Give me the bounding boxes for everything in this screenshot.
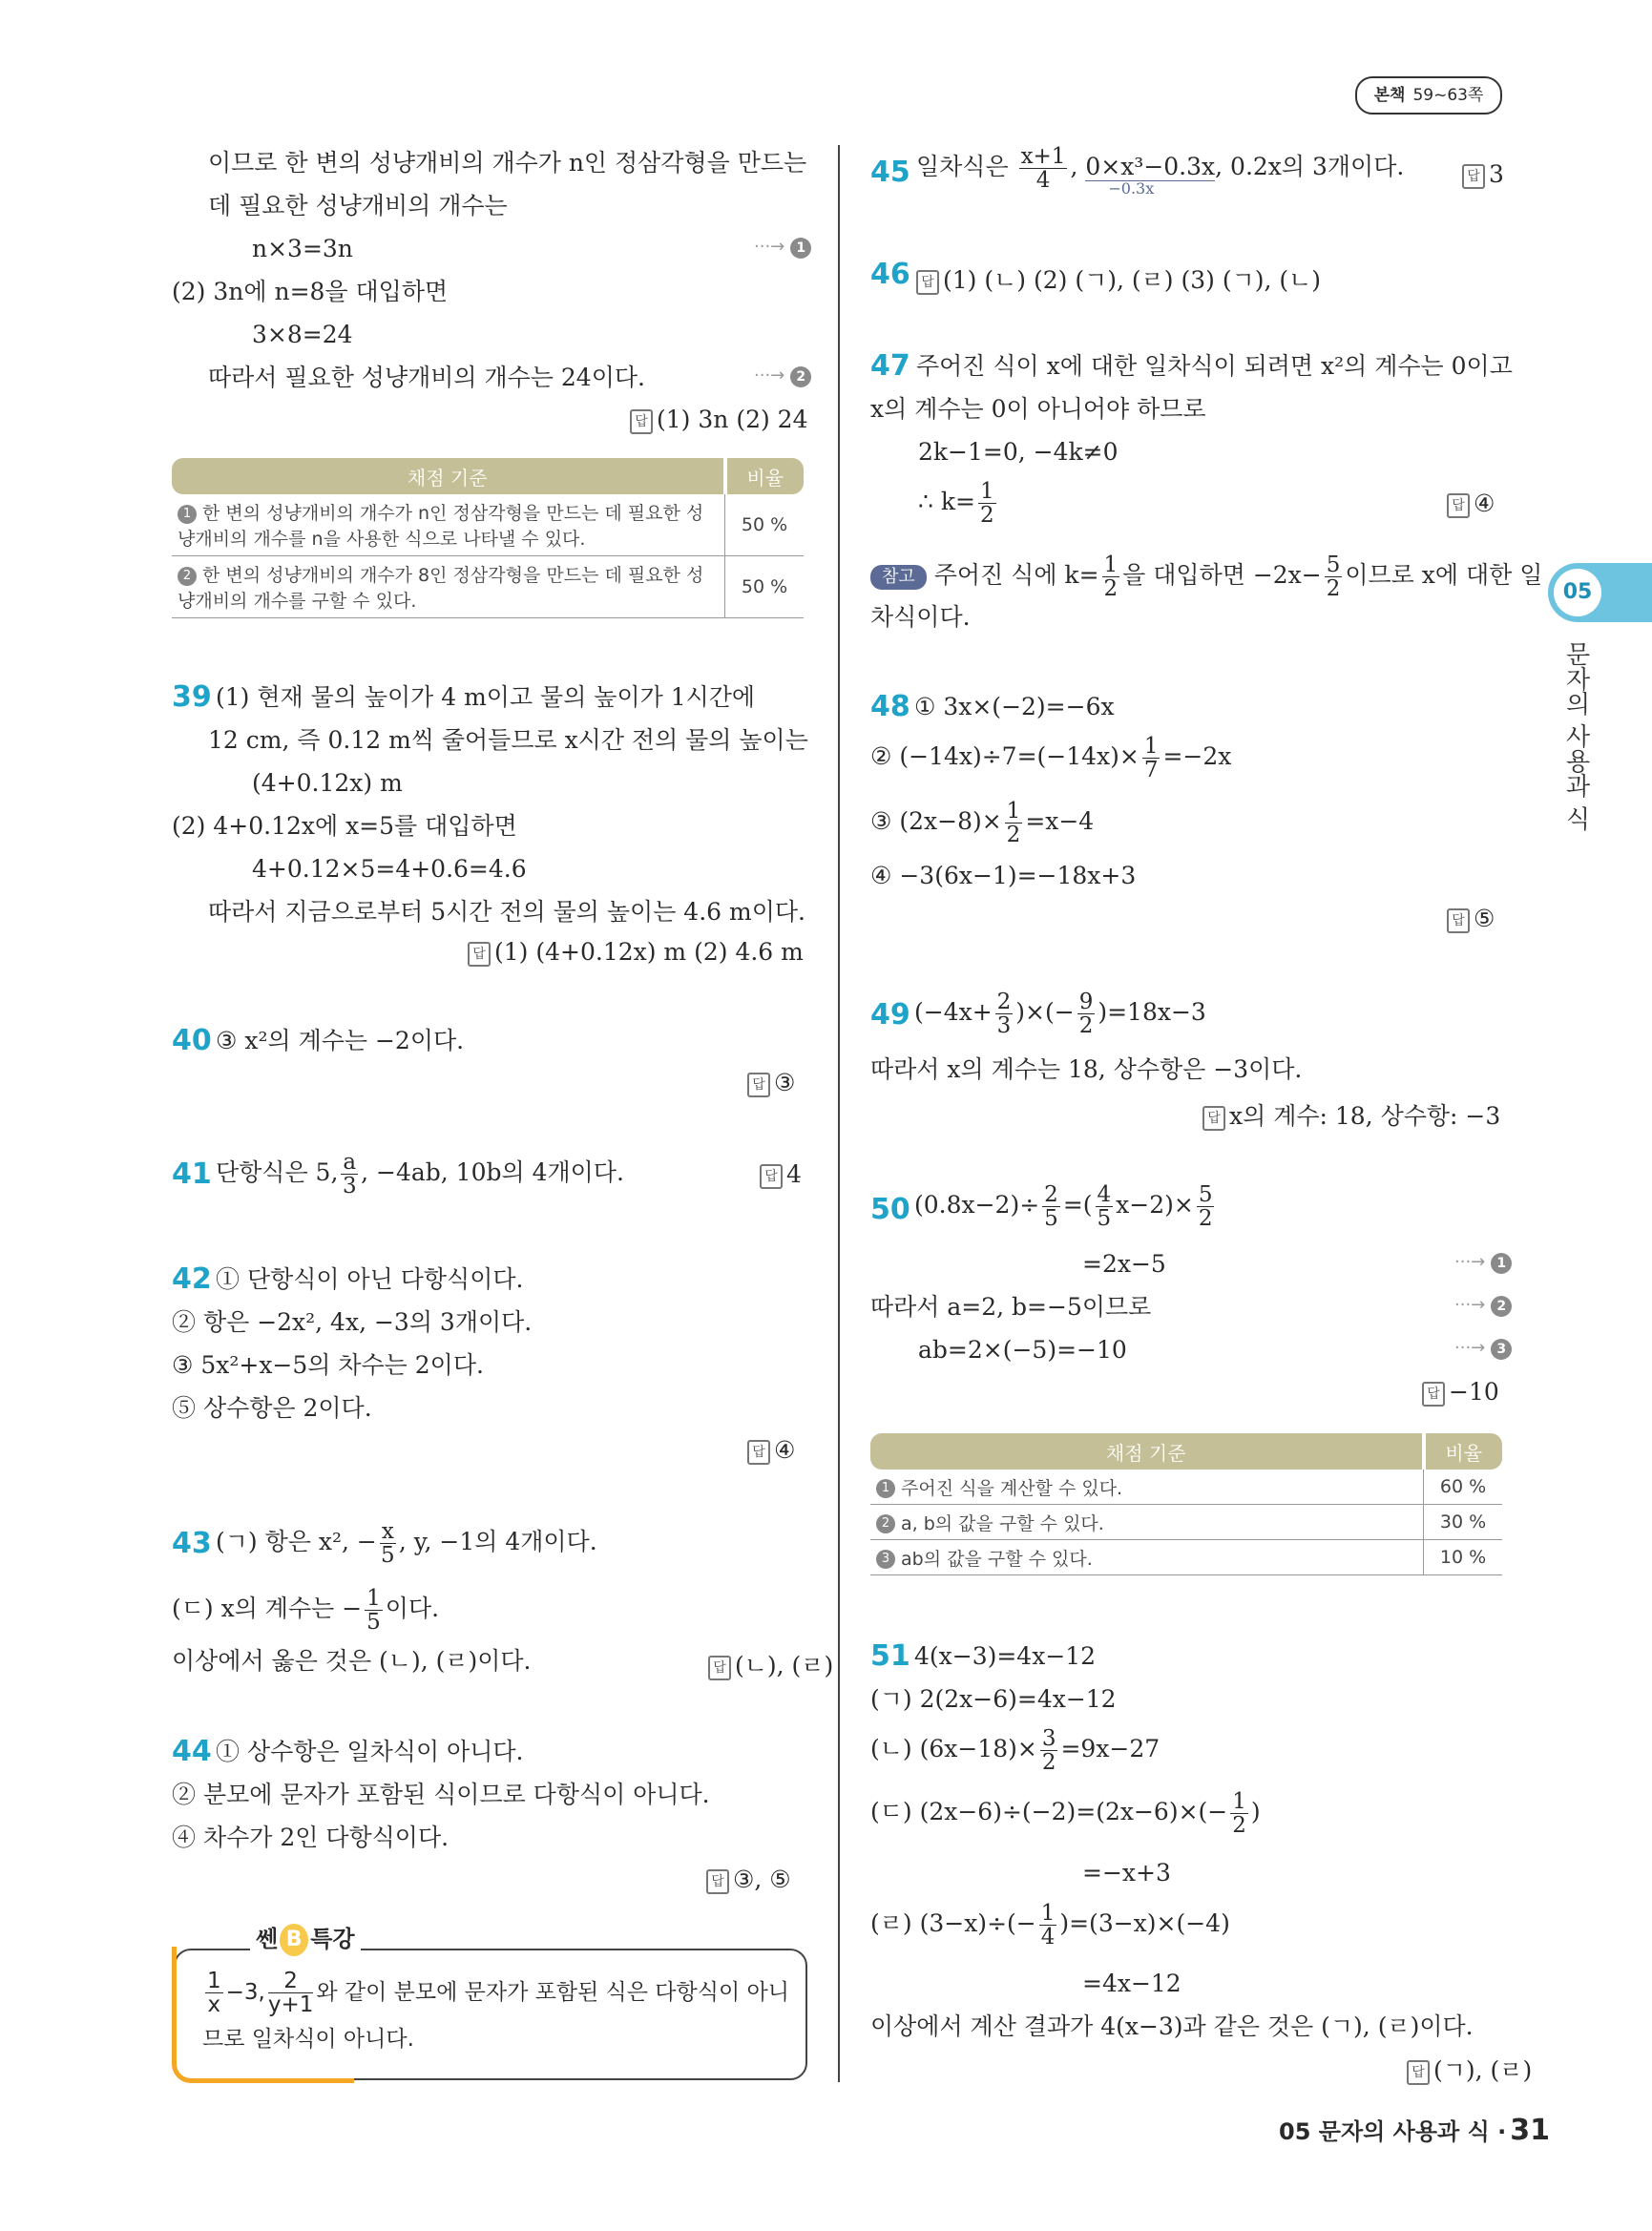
p47-reference-line2: 차식이다. <box>870 603 971 631</box>
problem-number-43: 43 <box>172 1527 212 1560</box>
p43-line1: (ㄱ) 항은 x², − $\frac{x}{5}$ , y, −1의 4개이다. <box>216 1519 597 1569</box>
b-badge-icon: B <box>280 1924 308 1956</box>
p47-reference-line1: 참고 주어진 식에 k= $\frac{1}{2}$ 을 대입하면 −2x− $\frac{5}{2}$ 이므로 x에 대한 일 <box>870 553 1542 600</box>
answer-mark-icon: 답 <box>1447 493 1470 518</box>
p50-scoring-table <box>870 1433 1502 1575</box>
p48-line4: ④ −3(6x−1)=−18x+3 <box>870 862 1137 889</box>
page-range-badge: 본책 59~63쪽 <box>1355 76 1502 115</box>
p42-line4: ⑤ 상수항은 2이다. <box>172 1394 372 1422</box>
problem-number-48: 48 <box>870 690 910 723</box>
p39-answer: 답 (1) (4+0.12x) m (2) 4.6 m <box>468 938 804 967</box>
p50-line3: 따라서 a=2, b=−5이므로 <box>870 1293 1152 1321</box>
p45-line1: 일차식은 $\frac{x+1}{4}$ , 0×x³−0.3x −0.3x , 0.2x의 3개이다. <box>916 144 1405 198</box>
answer-mark-icon: 답 <box>916 270 939 295</box>
p40-answer: 답 ③ <box>747 1069 795 1097</box>
p48-line2: ② (−14x)÷7=(−14x)× $\frac{1}{7}$ =−2x <box>870 734 1232 783</box>
answer-mark-icon: 답 <box>1447 908 1470 933</box>
p51-line5: =−x+3 <box>1082 1859 1171 1887</box>
p38-line6: 따라서 필요한 성냥개비의 개수는 24이다. <box>208 364 645 391</box>
tip-heading: 쎈 B 특강 <box>250 1920 361 1956</box>
p47-line1: 주어진 식이 x에 대한 일차식이 되려면 x²의 계수는 0이고 <box>916 352 1513 380</box>
p41-line1: 단항식은 5, $\frac{a}{3}$ , −4ab, 10b의 4개이다. <box>216 1150 624 1199</box>
answer-mark-icon: 답 <box>706 1869 729 1894</box>
problem-number-42: 42 <box>172 1262 212 1296</box>
p41-answer: 답 4 <box>760 1160 802 1189</box>
p39-line4: (2) 4+0.12x에 x=5를 대입하면 <box>172 812 517 840</box>
p39-line2: 12 cm, 즉 0.12 m씩 줄어들므로 x시간 전의 물의 높이는 <box>208 726 808 754</box>
p51-line4: (ㄷ) (2x−6)÷(−2)=(2x−6)×(− $\frac{1}{2}$ ) <box>870 1789 1261 1839</box>
step-ref-3: ···→ 3 <box>1454 1338 1512 1360</box>
page-number: 31 <box>1510 2114 1550 2147</box>
p47-line2: x의 계수는 0이 아니어야 하므로 <box>870 395 1206 423</box>
problem-number-49: 49 <box>870 998 910 1032</box>
p51-line6: (ㄹ) (3−x)÷(− $\frac{1}{4}$ )=(3−x)×(−4) <box>870 1901 1230 1950</box>
p45-underbrace-note: −0.3x <box>1108 179 1155 198</box>
step-ref-2: ···→ 2 <box>754 365 811 387</box>
problem-number-46: 46 <box>870 258 910 291</box>
p38-line1: 이므로 한 변의 성냥개비의 개수가 n인 정삼각형을 만드는 <box>208 149 807 177</box>
p47-line4: ∴ k= $\frac{1}{2}$ <box>918 479 994 529</box>
problem-number-51: 51 <box>870 1639 910 1673</box>
p43-answer: 답 (ㄴ), (ㄹ) <box>708 1647 833 1681</box>
p51-line7: =4x−12 <box>1082 1970 1181 1997</box>
p51-line2: (ㄱ) 2(2x−6)=4x−12 <box>870 1685 1117 1713</box>
p44-line2: ② 분모에 문자가 포함된 식이므로 다항식이 아니다. <box>172 1781 710 1808</box>
p51-line3: (ㄴ) (6x−18)× $\frac{3}{2}$ =9x−27 <box>870 1726 1161 1776</box>
table-header-ratio: 비율 <box>725 458 805 494</box>
table-header-criteria: 채점 기준 <box>870 1433 1424 1470</box>
table-row: 2 a, b의 값을 구할 수 있다. 30 % <box>870 1505 1502 1540</box>
table-header-criteria: 채점 기준 <box>172 458 725 494</box>
table-header-ratio: 비율 <box>1424 1433 1503 1470</box>
step-ref-1: ···→ 1 <box>1454 1252 1512 1274</box>
p47-answer: 답 ④ <box>1447 490 1495 518</box>
p50-line4: ab=2×(−5)=−10 <box>918 1336 1127 1364</box>
p42-line1: ① 단항식이 아닌 다항식이다. <box>216 1265 524 1293</box>
p44-line3: ④ 차수가 2인 다항식이다. <box>172 1824 450 1851</box>
p39-line6: 따라서 지금으로부터 5시간 전의 물의 높이는 4.6 m이다. <box>208 898 805 926</box>
p46-answer: 답 (1) (ㄴ) (2) (ㄱ), (ㄹ) (3) (ㄱ), (ㄴ) <box>916 261 1321 296</box>
answer-mark-icon: 답 <box>1422 1382 1445 1407</box>
p38-line5: 3×8=24 <box>252 321 353 348</box>
p48-line3: ③ (2x−8)× $\frac{1}{2}$ =x−4 <box>870 799 1095 848</box>
problem-number-45: 45 <box>870 156 910 189</box>
chapter-title: 문자의 사용과 식 <box>1561 641 1590 831</box>
table-row: 1 주어진 식을 계산할 수 있다. 60 % <box>870 1470 1502 1505</box>
table-row: 1 한 변의 성냥개비의 개수가 n인 정삼각형을 만드는 데 필요한 성냥개비의 개수를 n을 사용한 식으로 나타낼 수 있다. 50 % <box>172 494 804 556</box>
tip-line2: 므로 일차식이 아니다. <box>202 2027 414 2052</box>
p42-answer: 답 ④ <box>747 1436 795 1465</box>
problem-number-47: 47 <box>870 349 910 383</box>
answer-mark-icon: 답 <box>1462 164 1485 189</box>
p44-answer: 답 ③, ⑤ <box>706 1866 791 1894</box>
p38-line2: 데 필요한 성냥개비의 개수는 <box>208 192 508 219</box>
table-row: 3 ab의 값을 구할 수 있다. 10 % <box>870 1540 1502 1575</box>
p48-answer: 답 ⑤ <box>1447 905 1495 933</box>
p43-line3: 이상에서 옳은 것은 (ㄴ), (ㄹ)이다. <box>172 1647 532 1675</box>
p44-line1: ① 상수항은 일차식이 아니다. <box>216 1738 524 1765</box>
p51-answer: 답 (ㄱ), (ㄹ) <box>1407 2052 1532 2086</box>
chapter-number: 05 <box>1554 569 1601 616</box>
p51-line8: 이상에서 계산 결과가 4(x−3)과 같은 것은 (ㄱ), (ㄹ)이다. <box>870 2012 1474 2040</box>
p42-line2: ② 항은 −2x², 4x, −3의 3개이다. <box>172 1308 533 1336</box>
table-row: 2 한 변의 성냥개비의 개수가 8인 정삼각형을 만드는 데 필요한 성냥개비의 개수를 구할 수 있다. 50 % <box>172 556 804 618</box>
p51-line1: 4(x−3)=4x−12 <box>914 1642 1097 1670</box>
p43-line2: (ㄷ) x의 계수는 − $\frac{1}{5}$ 이다. <box>172 1586 440 1636</box>
p48-line1: ① 3x×(−2)=−6x <box>914 693 1115 720</box>
p50-answer: 답 −10 <box>1422 1378 1499 1407</box>
answer-mark-icon: 답 <box>760 1164 783 1189</box>
p49-line1: (−4x+ $\frac{2}{3}$ )×(− $\frac{9}{2}$ )=18x−3 <box>914 990 1206 1039</box>
p38-answer: 답 (1) 3n (2) 24 <box>630 406 807 434</box>
column-divider <box>838 145 840 2082</box>
p42-line3: ③ 5x²+x−5의 차수는 2이다. <box>172 1351 484 1379</box>
answer-mark-icon: 답 <box>468 942 491 967</box>
p38-scoring-table <box>172 458 804 618</box>
answer-mark-icon: 답 <box>747 1073 770 1097</box>
problem-number-40: 40 <box>172 1024 212 1057</box>
step-ref-2: ···→ 2 <box>1454 1295 1512 1317</box>
p49-answer: 답 x의 계수: 18, 상수항: −3 <box>1202 1097 1500 1132</box>
problem-number-41: 41 <box>172 1157 212 1191</box>
tip-line1: $\frac{1}{x}$ −3, $\frac{2}{y+1}$ 와 같이 분모에 문자가 포함된 식은 다항식이 아니 <box>207 1969 789 2018</box>
problem-number-44: 44 <box>172 1735 212 1768</box>
p49-line2: 따라서 x의 계수는 18, 상수항은 −3이다. <box>870 1055 1303 1083</box>
answer-mark-icon: 답 <box>747 1440 770 1465</box>
p39-line5: 4+0.12×5=4+0.6=4.6 <box>252 855 527 883</box>
problem-number-39: 39 <box>172 680 212 714</box>
step-ref-1: ···→ 1 <box>754 237 811 259</box>
p38-line3: n×3=3n <box>252 235 353 262</box>
p47-line3: 2k−1=0, −4k≠0 <box>918 438 1119 466</box>
answer-mark-icon: 답 <box>1407 2060 1430 2085</box>
p50-line1: (0.8x−2)÷ $\frac{2}{5}$ =( $\frac{4}{5}$ x−2)× $\frac{5}{2}$ <box>914 1182 1213 1232</box>
p39-line1: (1) 현재 물의 높이가 4 m이고 물의 높이가 1시간에 <box>216 683 756 711</box>
page-footer: 05 문자의 사용과 식 · 31 <box>1279 2114 1550 2147</box>
p50-line2: =2x−5 <box>1082 1250 1166 1278</box>
answer-mark-icon: 답 <box>630 409 653 434</box>
answer-mark-icon: 답 <box>1202 1106 1225 1131</box>
p39-line3: (4+0.12x) m <box>252 769 403 797</box>
p38-line4: (2) 3n에 n=8을 대입하면 <box>172 278 449 305</box>
p45-answer: 답 3 <box>1462 160 1504 189</box>
p40-line1: ③ x²의 계수는 −2이다. <box>216 1027 465 1054</box>
reference-tag: 참고 <box>870 565 927 590</box>
answer-mark-icon: 답 <box>708 1656 731 1680</box>
problem-number-50: 50 <box>870 1193 910 1226</box>
